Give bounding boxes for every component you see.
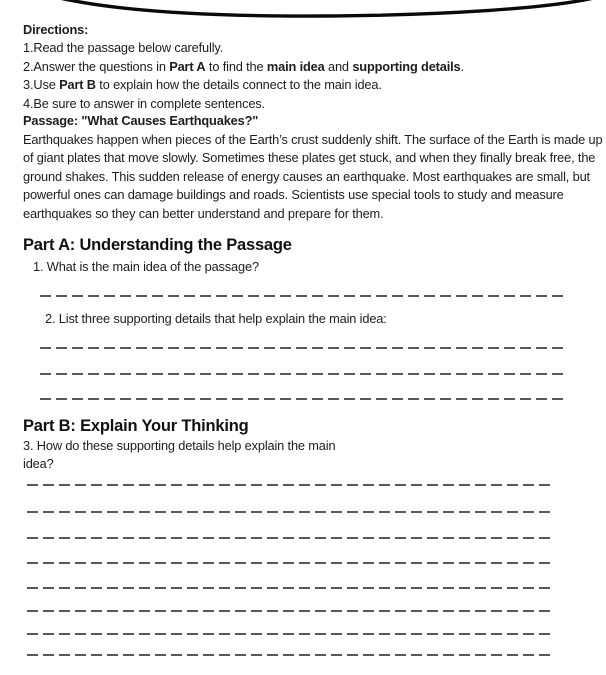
part-b-heading: Part B: Explain Your Thinking [23, 417, 249, 435]
answer-line [40, 295, 568, 297]
answer-line [40, 347, 568, 349]
question-3: 3. How do these supporting details help explain the main idea? [23, 438, 336, 472]
answer-line [40, 398, 568, 400]
question-2: 2. List three supporting details that help explain the main idea: [45, 311, 387, 326]
directions-item: 2.Answer the questions in Part A to find the main idea and supporting details. [23, 58, 464, 74]
top-oval-curve [30, 0, 606, 20]
directions-list [23, 39, 601, 113]
passage-section [23, 112, 605, 224]
passage-heading: Passage: "What Causes Earthquakes?" [23, 113, 259, 128]
directions-item: 4.Be sure to answer in complete sentences. [23, 95, 265, 111]
answer-line [40, 373, 568, 375]
answer-line [27, 537, 554, 539]
directions-heading: Directions: [23, 22, 89, 37]
answer-line [27, 587, 554, 589]
question-1: 1. What is the main idea of the passage? [33, 259, 259, 274]
answer-line [27, 562, 554, 564]
answer-line [27, 654, 554, 656]
answer-line [27, 610, 554, 612]
directions-item: 3.Use Part B to explain how the details connect to the main idea. [23, 77, 382, 93]
part-a-heading: Part A: Understanding the Passage [23, 236, 292, 254]
passage-body: Earthquakes happen when pieces of the Earth’s crust suddenly shift. The surface of the Earth is made up of giant plates that move slowly. Sometimes these plates get stuck, and when they finally break free, the ground shakes. This sudden release of energy causes an earthquake. Most earthquakes are small, but powerful ones can damage buildings and roads. Scientists use special tools to study and measure earthquakes so they can better understand and prepare for them. [23, 131, 603, 221]
answer-line [27, 511, 554, 513]
directions-item: 1.Read the passage below carefully. [23, 40, 224, 56]
answer-line [27, 633, 554, 635]
answer-line [27, 484, 554, 486]
directions-section [23, 21, 601, 113]
